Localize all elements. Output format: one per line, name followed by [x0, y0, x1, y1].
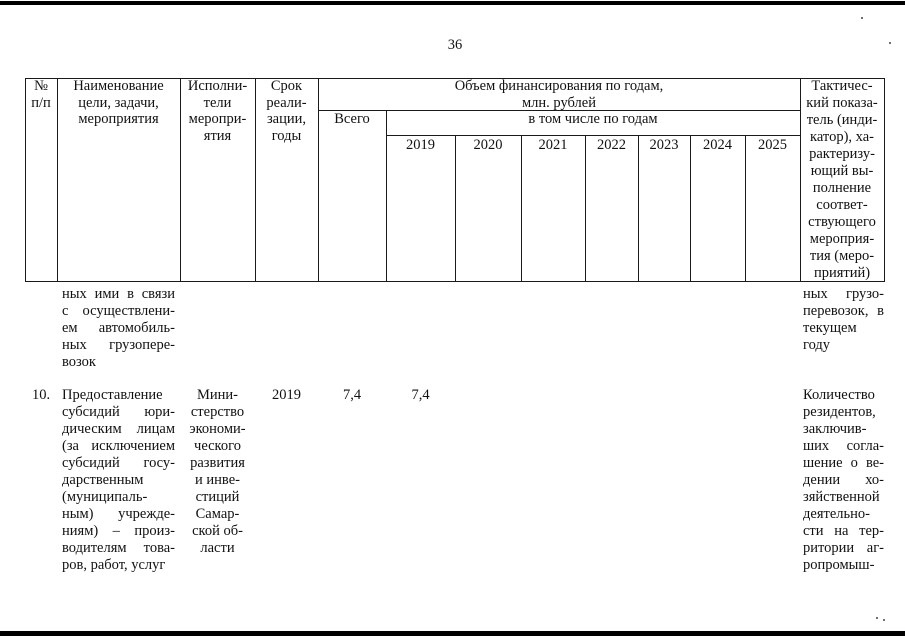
text-line: ных грузо- — [803, 286, 884, 302]
header-year: 2021 — [538, 137, 568, 153]
column-rule — [690, 135, 691, 282]
text-line: шение о ве- — [803, 455, 884, 471]
text-line: годы — [271, 127, 302, 144]
text-line: соответ- — [816, 197, 868, 213]
text-line: ятия — [203, 127, 232, 144]
text-line: меропри- — [188, 111, 247, 127]
header-funding — [318, 78, 800, 111]
header-year: 2024 — [703, 137, 732, 153]
text-line: и инве- — [195, 472, 240, 488]
text-line: Тактичес- — [811, 78, 873, 94]
header-number — [25, 78, 57, 111]
text-line: ниям) – произ- — [62, 523, 175, 539]
text-line: Предоставление — [62, 387, 163, 403]
text-line: Исполни- — [187, 78, 248, 94]
scan-speck — [889, 42, 891, 44]
header-year: 2019 — [406, 137, 435, 153]
text-line: текущем — [803, 320, 857, 336]
text-line: млн. рублей — [522, 94, 596, 111]
text-line: (за исключением — [62, 438, 175, 454]
text-line: катор), ха- — [810, 129, 874, 145]
text-line: году — [803, 337, 831, 353]
text-line: ропромыш- — [803, 557, 875, 573]
text-line: ров, работ, услуг — [62, 557, 166, 573]
header-year: 2020 — [473, 137, 503, 153]
row-total: 7,4 — [342, 387, 362, 403]
row-indicator — [803, 387, 884, 574]
text-line: ческого — [194, 438, 241, 454]
column-rule — [455, 135, 456, 282]
text-line: ющий вы- — [810, 163, 874, 179]
text-line: ствующего — [808, 214, 876, 230]
column-rule — [521, 135, 522, 282]
scan-top-border — [0, 1, 905, 5]
text-line: Мини- — [196, 387, 238, 403]
text-line: тия (меро- — [809, 248, 875, 264]
text-line: ных ими в связи — [62, 286, 175, 302]
text-line: зации, — [266, 111, 307, 127]
text-line: ритории аг- — [803, 540, 884, 556]
text-line: развития — [190, 455, 245, 471]
row-continued-name — [62, 286, 175, 371]
text-line: ным) учрежде- — [62, 506, 175, 522]
scan-speck — [876, 617, 878, 619]
scan-speck — [861, 17, 863, 19]
text-line: резидентов, — [803, 404, 876, 420]
text-line: возок — [62, 354, 96, 370]
header-year: 2023 — [649, 137, 679, 153]
text-line: ших согла- — [803, 438, 884, 454]
header-year: 2025 — [758, 137, 787, 153]
years-header-rule — [386, 135, 801, 136]
text-line: тель (инди- — [806, 112, 878, 128]
text-line: (муниципаль- — [62, 489, 148, 505]
text-line: рактеризу- — [809, 146, 875, 162]
text-line: Срок — [270, 78, 303, 94]
text-line: приятий) — [813, 265, 871, 281]
header-indicator — [800, 78, 884, 282]
text-line: субсидий госу- — [62, 455, 175, 471]
text-line: с осуществлени- — [62, 303, 175, 319]
text-line: Самар- — [195, 506, 240, 522]
text-line: ласти — [200, 540, 235, 556]
text-line: мероприя- — [809, 231, 875, 247]
column-rule — [386, 110, 387, 282]
text-line: водителям това- — [62, 540, 175, 556]
text-line: стерство — [190, 404, 245, 420]
column-rule — [884, 78, 885, 282]
text-line: стиций — [195, 489, 240, 505]
text-line: мероприятия — [78, 111, 159, 127]
text-line: заключив- — [803, 421, 867, 437]
row-continued-indicator — [803, 286, 884, 354]
column-rule — [638, 135, 639, 282]
scan-speck — [883, 619, 885, 621]
text-line: ской об- — [192, 523, 243, 539]
text-line: Наименование — [73, 78, 164, 94]
scan-bottom-border — [0, 631, 905, 636]
header-executors — [180, 78, 255, 144]
row-number: 10. — [31, 387, 51, 403]
row-name — [62, 387, 175, 574]
text-line: дарственным — [62, 472, 144, 488]
text-line: полнение — [812, 180, 872, 196]
text-line: № — [34, 78, 48, 94]
row-executors — [180, 387, 255, 557]
text-line: деятельно- — [803, 506, 870, 522]
header-year: 2022 — [597, 137, 626, 153]
text-line: перевозок, в — [803, 303, 884, 319]
text-line: Объем финансирования по годам, — [454, 78, 664, 94]
row-term: 2019 — [272, 387, 301, 403]
text-line: п/п — [31, 94, 51, 111]
text-line: дении хо- — [803, 472, 884, 488]
text-line: экономи- — [189, 421, 246, 437]
page-number: 36 — [447, 37, 463, 53]
text-line: реали- — [266, 94, 307, 111]
column-rule — [745, 135, 746, 282]
text-line: тели — [203, 94, 232, 111]
text-line: субсидий юри- — [62, 404, 175, 420]
text-line: цели, задачи, — [78, 94, 159, 111]
text-line: зяйственной — [803, 489, 880, 505]
text-line: ем автомобиль- — [62, 320, 175, 336]
text-line: Количество — [803, 387, 875, 403]
header-by-years: в том числе по годам — [528, 111, 658, 127]
text-line: сти на тер- — [803, 523, 884, 539]
text-line: ных грузопере- — [62, 337, 175, 353]
text-line: кий показа- — [806, 95, 878, 111]
header-total: Всего — [334, 111, 370, 127]
header-term — [255, 78, 318, 144]
row-year-value: 7,4 — [411, 387, 430, 403]
header-name — [57, 78, 180, 128]
text-line: дическим лицам — [62, 421, 175, 437]
column-rule — [585, 135, 586, 282]
